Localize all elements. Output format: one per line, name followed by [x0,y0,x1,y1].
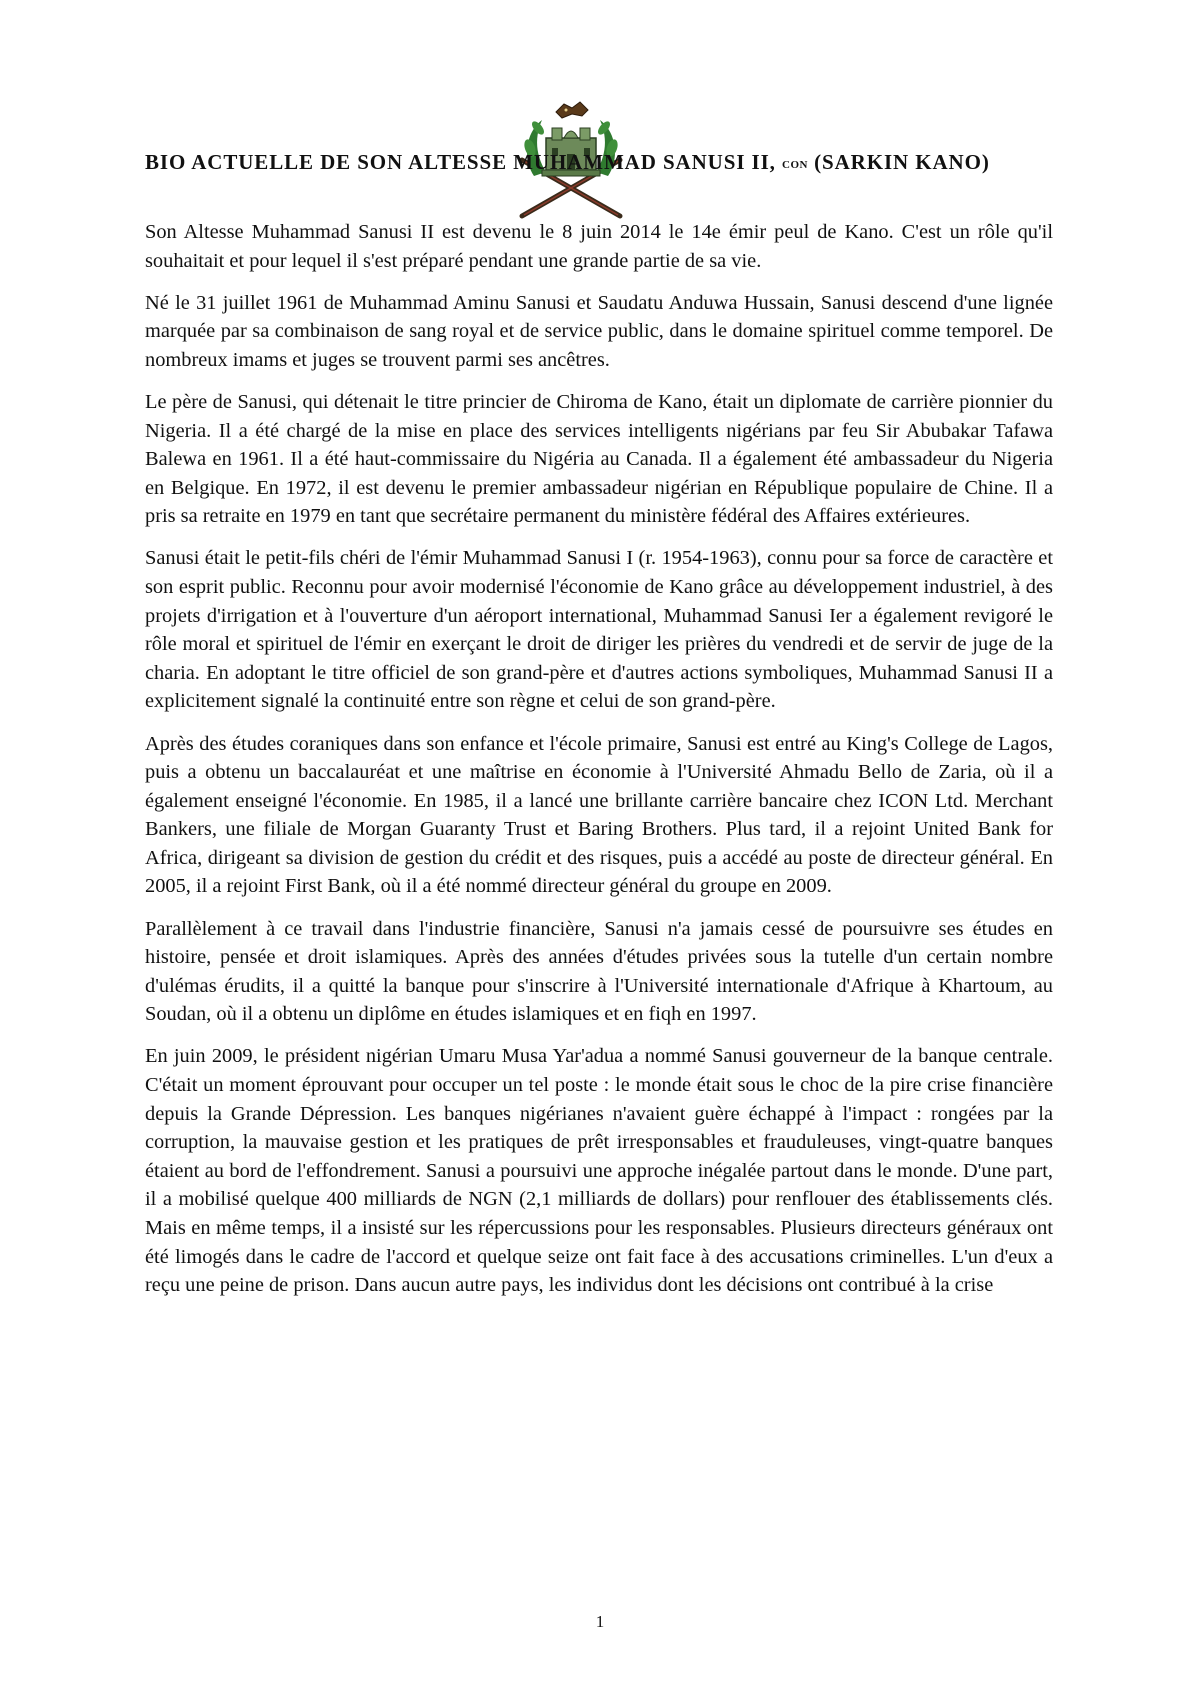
paragraph: Né le 31 juillet 1961 de Muhammad Aminu Sanusi et Saudatu Anduwa Hussain, Sanusi descend d'une lignée marquée par sa combinaison de sang royal et de service public, dans le domaine spirituel comme temporel. De nombreux imams et juges se trouvent parmi ses ancêtres. [145,291,1053,371]
paragraph: Sanusi était le petit-fils chéri de l'émir Muhammad Sanusi I (r. 1954-1963), connu pour sa force de caractère et son esprit public. Reconnu pour avoir modernisé l'économie de Kano grâce au développement industriel, à des projets d'irrigation et à l'ouverture d'un aéroport international, Muhammad Sanusi Ier a également revigoré le rôle moral et spirituel de l'émir en exerçant le droit de diriger les prières du vendredi et de servir de juge de la charia. En adoptant le titre officiel de son grand-père et d'autres actions symboliques, Muhammad Sanusi II a explicitement signalé la continuité entre son règne et celui de son grand-père. [145,547,1053,713]
paragraph: En juin 2009, le président nigérian Umaru Musa Yar'adua a nommé Sanusi gouverneur de la banque centrale. C'était un moment éprouvant pour occuper un tel poste : le monde était sous le choc de la pire crise financière depuis la Grande Dépression. Les banques nigérianes n'avaient guère échappé à l'impact : rongées par la corruption, la mauvaise gestion et les pratiques de prêt irresponsables et frauduleuses, vingt-quatre banques étaient au bord de l'effondrement. Sanusi a poursuivi une approche inégalée partout dans le monde. D'une part, il a mobilisé quelque 400 milliards de NGN (2,1 milliards de dollars) pour renflouer des établissements clés. Mais en même temps, il a insisté sur les répercussions pour les responsables. Plusieurs directeurs généraux ont été limogés dans le cadre de l'accord et quelque seize ont fait face à des accusations criminelles. L'un d'eux a reçu une peine de prison. Dans aucun autre pays, les individus dont les décisions ont contribué à la crise [145,1045,1053,1297]
paragraph: Le père de Sanusi, qui détenait le titre princier de Chiroma de Kano, était un diplomate de carrière pionnier du Nigeria. Il a été chargé de la mise en place des services intelligents nigérians par feu Sir Abubakar Tafawa Balewa en 1961. Il a été haut-commissaire du Nigéria au Canada. Il a également été ambassadeur du Nigeria en Belgique. En 1972, il est devenu le premier ambassadeur nigérian en République populaire de Chine. Il a pris sa retraite en 1979 en tant que secrétaire permanent du ministère fédéral des Affaires extérieures. [145,390,1053,528]
title-abbrev: CON [782,159,808,171]
title-end: (SARKIN KANO) [814,150,990,174]
paragraph: Parallèlement à ce travail dans l'industrie financière, Sanusi n'a jamais cessé de poursuivre ses études en histoire, pensée et droit islamiques. Après des années d'études privées sous la tutelle d'un certain nombre d'ulémas érudits, il a quitté la banque pour s'inscrire à l'Université internationale d'Afrique à Khartoum, au Soudan, où il a obtenu un diplôme en études islamiques et en fiqh en 1997. [145,917,1053,1026]
paragraph: Après des études coraniques dans son enfance et l'école primaire, Sanusi est entré au King's College de Lagos, puis a obtenu un baccalauréat et une maîtrise en économie à l'Université Ahmadu Bello de Zaria, où il a également enseigné l'économie. En 1985, il a lancé une brillante carrière bancaire chez ICON Ltd. Merchant Bankers, une filiale de Morgan Guaranty Trust et Baring Brothers. Plus tard, il a rejoint United Bank for Africa, dirigeant sa division de gestion du crédit et des risques, puis a accédé au poste de directeur général. En 2005, il a rejoint First Bank, où il a été nommé directeur général du groupe en 2009. [145,732,1053,898]
page-number: 1 [595,1612,605,1631]
paragraph: Son Altesse Muhammad Sanusi II est devenu le 8 juin 2014 le 14e émir peul de Kano. C'est un rôle qu'il souhaitait et pour lequel il s'est préparé pendant une grande partie de sa vie. [145,221,1053,272]
title-main: BIO ACTUELLE DE SON ALTESSE MUHAMMAD SANUSI II, [145,150,776,174]
document-body [145,218,1053,1313]
document-title [145,147,1053,180]
